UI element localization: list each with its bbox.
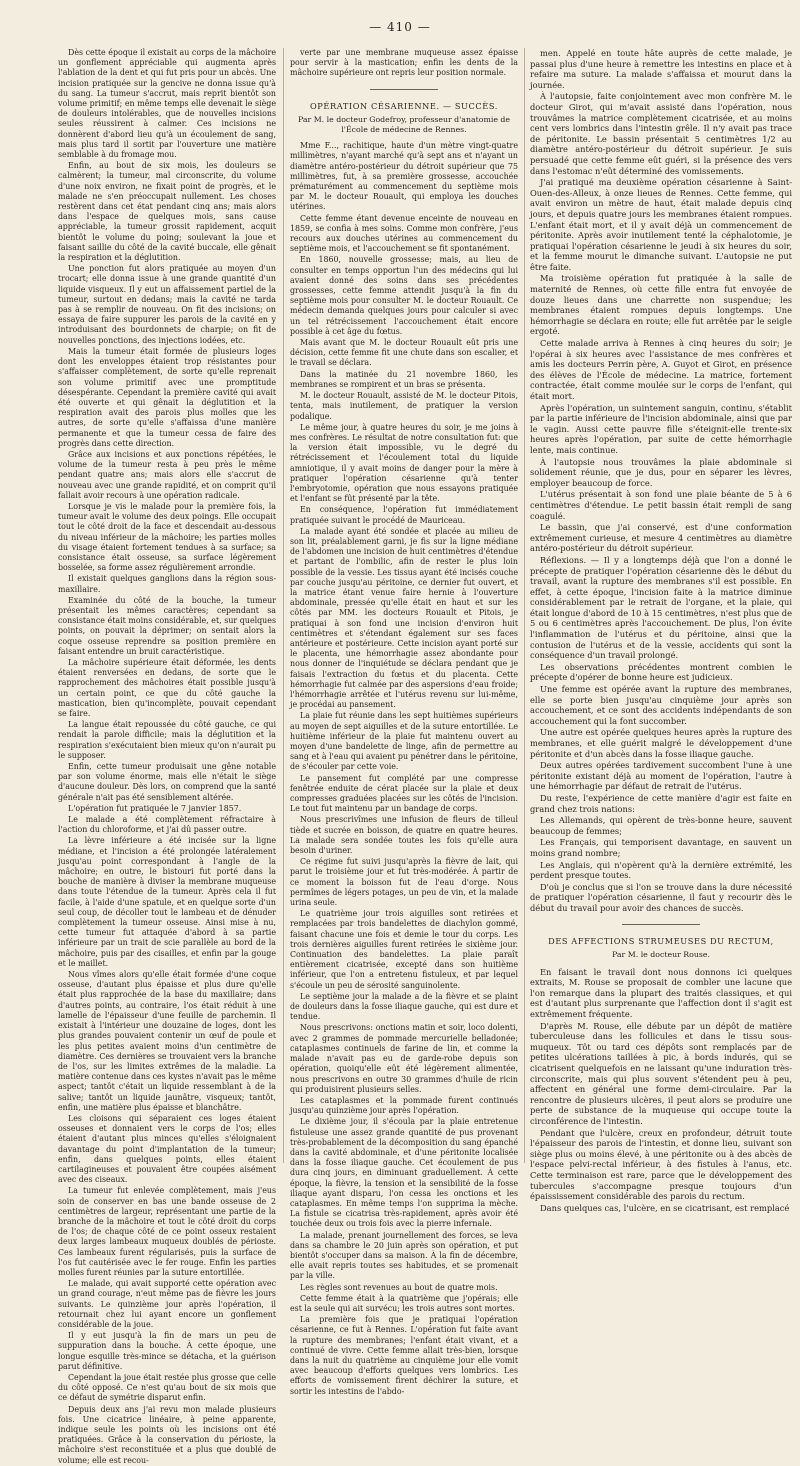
paragraph: Le même jour, à quatre heures du soir, je me joins à mes confrères. Le résultat de notre consultation fut: que la version était impossible, vu le degré du rétrécissement et l'écoulement total du liquide amniotique, il y avait moins de danger pour la mère à pratiquer l'opération césarienne qu'à tenter l'embryotomie, opération que nous essayons pratiquée et l'enfant se fût présenté par la tête.: [290, 422, 518, 504]
page-number: — 410 —: [369, 20, 431, 34]
paragraph: Lorsque je vis le malade pour la première fois, la tumeur avait le volume des deux poings. Elle occupait tout le côté droit de la face et descendait au-dessous du niveau inférieur de la mâchoire; les parties molles du visage étaient fortement tendues à sa surface; sa consistance était osseuse, sa surface légèrement bosselée, sa forme assez régulièrement arrondie.: [58, 501, 276, 573]
section-byline-rouse: Par M. le docteur Rouse.: [612, 950, 710, 960]
paragraph: Nous vîmes alors qu'elle était formée d'une coque osseuse, d'autant plus épaisse et plus dure qu'elle était plus rapprochée de la base du maxillaire; dans d'autres points, au contraire, l'os était réduit à une lamelle de l'épaisseur d'une feuille de parchemin. Il existait à l'intérieur une douzaine de loges, dont les plus grandes pouvaient contenir un œuf de poule et les plus petites avaient moins d'un centimètre de diamètre. Ces dernières se trouvaient vers la branche de l'os, sur les limites extrêmes de la maladie. La matière contenue dans ces kystes n'avait pas le même aspect; tantôt c'était un liquide ressemblant à de la salive; tantôt un liquide jaunâtre, visqueux; tantôt, enfin, une matière plus épaisse et blanchâtre.: [58, 970, 276, 1112]
paragraph: Cependant la joue était restée plus grosse que celle du côté opposé. Ce n'est qu'au bout de six mois que ce défaut de symétrie disparut enfin.: [58, 1373, 276, 1403]
paragraph: Le bassin, que j'ai conservé, est d'une conformation extrêmement curieuse, et mesure 4 centimètres au diamètre antéro-postérieur du détroit supérieur.: [530, 522, 792, 554]
paragraph: Le malade, qui avait supporté cette opération avec un grand courage, n'eut même pas de fièvre les jours suivants. Le quinzième jour après l'opération, il retournait chez lui ayant encore un gonflement considérable de la joue.: [58, 1279, 276, 1329]
paragraph: Cette femme étant devenue enceinte de nouveau en 1859, se confia à mes soins. Comme mon confrère, j'eus recours aux douches utérines au commencement du septième mois, et l'accouchement se fit spontanément.: [290, 213, 518, 254]
column-right-body: [530, 48, 792, 914]
paragraph: Il existait quelques ganglions dans la région sous-maxillaire.: [58, 574, 276, 594]
section-title-cesarean: OPÉRATION CÉSARIENNE. — SUCCÈS.: [310, 100, 498, 111]
section-title-rectum: DES AFFECTIONS STRUMEUSES DU RECTUM,: [548, 935, 774, 946]
ornament-divider: [530, 920, 792, 928]
paragraph: Grâce aux incisions et aux ponctions répétées, le volume de la tumeur resta à peu près le même pendant quatre ans; mais alors elle s'accrut de nouveau avec une grande rapidité, et on comprit qu'il fallait avoir recours à une opération radicale.: [58, 449, 276, 500]
paragraph: J'ai pratiqué ma deuxième opération césarienne à Saint-Ouen-des-Alleux, à onze lieues de Rennes. Cette femme, qui avait environ un mètre de haut, était malade depuis cinq jours, et depuis quatre jours les membranes étaient rompues. L'enfant était mort, et il y avait déjà un commencement de péritonite. Après avoir inutilement tenté la céphalotomie, je pratiquai l'opération césarienne le jeudi à six heures du soir, et la femme mourut le dimanche suivant. L'autopsie ne put être faite.: [530, 177, 792, 272]
paragraph: La langue était repoussée du côté gauche, ce qui rendait la parole difficile; mais la déglutition et la respiration s'exécutaient bien mieux qu'on n'aurait pu le supposer.: [58, 720, 276, 760]
paragraph: La malade ayant été sondée et placée au milieu de son lit, préalablement garni, je fis sur la ligne médiane de l'abdomen une incision de huit centimètres d'étendue et partant de l'ombilic, afin de rester le plus loin possible de la vessie. Les tissus ayant été incisés couche par couche jusqu'au péritoine, ce dernier fut ouvert, et la matrice étant venue faire hernie à l'ouverture abdominale, pressée qu'elle était en haut et sur les côtés par MM. les docteurs Rouault et Pitois, je pratiquai à son fond une incision d'environ huit centimètres et s'étendant également sur ses faces antérieure et postérieure. Cette incision ayant porté sur le placenta, une hémorrhagie assez abondante pour nous donner de l'inquiétude se déclara pendant que je faisais l'extraction du fœtus et du placenta. Cette hémorrhagie fut calmée par des aspersions d'eau froide; l'hémorrhagie arrêtée et l'utérus revenu sur lui-même, je procédai au pansement.: [290, 526, 518, 710]
paragraph: M. le docteur Rouault, assisté de M. le docteur Pitois, tenta, mais inutilement, de pratiquer la version podalique.: [290, 391, 518, 421]
paragraph: Nous prescrivons: onctions matin et soir, loco dolenti, avec 2 grammes de pommade mercurielle belladonée; cataplasmes continuels de farine de lin, et comme la malade n'avait pas eu de garde-robe depuis son opération, quoiqu'elle eût été légèrement alimentée, nous prescrivons en outre 30 grammes d'huile de ricin qui produisirent plusieurs selles.: [290, 1023, 518, 1094]
paragraph: Les Allemands, qui opèrent de très-bonne heure, sauvent beaucoup de femmes;: [530, 815, 792, 836]
paragraph: Mme F..., rachitique, haute d'un mètre vingt-quatre millimètres, n'ayant marché qu'à sept ans et n'ayant un diamètre antéro-postérieur du détroit supérieur que 75 millimètres, fut, à sa première grossesse, accouchée prématurément au commencement du septième mois par M. le docteur Rouault, qui employa les douches utérines.: [290, 141, 518, 212]
paragraph: Une femme est opérée avant la rupture des membranes, elle se porte bien jusqu'au cinquième jour après son accouchement, et ce sont des accidents indépendants de son accouchement qui la font succomber.: [530, 684, 792, 726]
paragraph: Pendant que l'ulcère, creux en profondeur, détruit toute l'épaisseur des parois de l'intestin, et donne lieu, suivant son siège plus ou moins élevé, à une péritonite ou à des abcès de l'espace pelvi-rectal inférieur, à des fistules à l'anus, etc. Cette terminaison est rare, parce que le développement des tubercules s'accompagne presque toujours d'un épaississement considérable des parois du rectum.: [530, 1127, 792, 1202]
paragraph: Les Français, qui temporisent davantage, en sauvent un moins grand nombre;: [530, 837, 792, 858]
column-divider: [524, 48, 525, 1163]
paragraph: Le malade a été complètement réfractaire à l'action du chloroforme, et j'ai dû passer outre.: [58, 815, 276, 835]
paragraph: La première fois que je pratiquai l'opération césarienne, ce fut à Rennes. L'opération fut faite avant la rupture des membranes; l'enfant était vivant, et a continué de vivre. Cette femme allait très-bien, lorsque dans la nuit du quatrième au cinquième jour elle vomit avec beaucoup d'efforts quelques vers lombrics. Les efforts de vomissement firent déchirer la suture, et sortir les intestins de l'abdo-: [290, 1315, 518, 1396]
section-byline-godefroy: Par M. le docteur Godefroy, professeur d'anatomie de l'École de médecine de Rennes.: [297, 114, 511, 135]
paragraph: Ce régime fut suivi jusqu'après la fièvre de lait, qui parut le troisième jour et fut très-modérée. À partir de ce moment la boisson fut de l'eau d'orge. Nous permîmes de légers potages, un peu de vin, et la malade urina seule.: [290, 857, 518, 908]
paragraph: À l'autopsie, faite conjointement avec mon confrère M. le docteur Girot, qui m'avait assisté dans l'opération, nous trouvâmes la matrice complètement cicatrisée, et au moins cent vers lombrics dans l'intestin grêle. Il n'y avait pas trace de péritonite. Le bassin présentait 5 centimètres 1/2 au diamètre antéro-postérieur du détroit supérieur. Je suis persuadé que cette femme eût guéri, si la présence des vers dans l'estomac n'eût déterminé des vomissements.: [530, 91, 792, 176]
paragraph: La mâchoire supérieure était déformée, les dents étaient renversées en dedans, de sorte que le rapprochement des mâchoires était possible jusqu'à un certain point, ce que du côté gauche la mastication, bien qu'incomplète, pouvait cependant se faire.: [58, 657, 276, 718]
paragraph: Les Anglais, qui n'opèrent qu'à la dernière extrémité, les perdent presque toutes.: [530, 859, 792, 881]
paragraph: Mais avant que M. le docteur Rouault eût pris une décision, cette femme fit une chute dans son escalier, et le travail se déclara.: [290, 338, 518, 368]
paragraph: Cette femme était à la quatrième que j'opérais; elle est la seule qui ait survécu; les trois autres sont mortes.: [290, 1293, 518, 1313]
paragraph: La plaie fut réunie dans les sept huitièmes supérieurs au moyen de sept aiguilles et de la suture entortillée. Le huitième inférieur de la plaie fut maintenu ouvert au moyen d'une bandelette de linge, afin de permettre au sang et à l'eau qui avaient pu pénétrer dans le péritoine, de s'écouler par cette voie.: [290, 711, 518, 772]
column-middle-intro: [290, 48, 518, 79]
paragraph: Il y eut jusqu'à la fin de mars un peu de suppuration dans la bouche. À cette époque, une longue esquille très-mince se détacha, et la guérison parut définitive.: [58, 1331, 276, 1371]
paragraph: Après l'opération, un suintement sanguin, continu, s'établit par la partie inférieure de l'incision abdominale, ainsi que par le vagin. Aussi cette pauvre fille s'éteignit-elle trente-six heures après l'opération, par suite de cette hémorrhagie lente, mais continue.: [530, 402, 792, 455]
paragraph: Cette malade arriva à Rennes à cinq heures du soir; je l'opérai à six heures avec l'assistance de mes confrères et amis les docteurs Perrin père, A. Guyot et Girot, en présence des élèves de l'École de médecine. La matrice, fortement contractée, était comme moulée sur le corps de l'enfant, qui était mort.: [530, 338, 792, 401]
column-middle: [290, 48, 518, 1396]
paragraph: D'après M. Rouse, elle débute par un dépôt de matière tuberculeuse dans les follicules et dans le tissu sous-muqueux. Tôt ou tard ces dépôts sont remplacés par de petites ulcérations taillées à pic, à bords indurés, qui se cicatrisent quelquefois en ne laissant qu'une induration très-circonscrite, mais qui plus souvent s'étendent peu à peu, affectent en général une forme demi-circulaire. Par la rencontre de plusieurs ulcères, il peut alors se produire une perte de substance de la muqueuse qui occupe toute la circonférence de l'intestin.: [530, 1020, 792, 1126]
paragraph: Enfin, cette tumeur produisait une gêne notable par son volume énorme, mais elle n'était le siège d'aucune douleur. Dès lors, on comprend que la santé générale n'ait pas été sensiblement altérée.: [58, 762, 276, 802]
paragraph: Le dixième jour, il s'écoula par la plaie entretenue fistuleuse une assez grande quantité de pus provenant très-probablement de la décomposition du sang épanché dans la cavité abdominale, et d'une péritonite localisée dans la fosse iliaque gauche. Cet écoulement de pus dura cinq jours, en diminuant graduellement. À cette époque, la fièvre, la tension et la sensibilité de la fosse iliaque ayant disparu, l'on cessa les onctions et les cataplasmes. En même temps l'on supprima la mèche. La fistule se cicatrisa très-rapidement, après avoir été touchée deux ou trois fois avec la pierre infernale.: [290, 1117, 518, 1229]
paragraph: Nous prescrivîmes une infusion de fleurs de tilleul tiède et sucrée en boisson, de quatre en quatre heures. La malade sera sondée toutes les fois qu'elle aura besoin d'uriner.: [290, 815, 518, 856]
paragraph: Une autre est opérée quelques heures après la rupture des membranes, et elle guérit malgré le développement d'une péritonite et d'un abcès dans la fosse iliaque gauche.: [530, 727, 792, 759]
paragraph: L'utérus présentait à son fond une plaie béante de 5 à 6 centimètres d'étendue. Le petit bassin était rempli de sang coagulé.: [530, 489, 792, 521]
paragraph: Le quatrième jour trois aiguilles sont retirées et remplacées par trois bandelettes de diachylon gommé, faisant chacune une fois et demie le tour du corps. Les trois dernières aiguilles furent retirées le sixième jour. Continuation des bandelettes. La plaie paraît entièrement cicatrisée, excepté dans son huitième inférieur, que l'on a entretenu fistuleux, et par lequel s'écoule un peu de sérosité sanguinolente.: [290, 909, 518, 990]
column-right-body-2: [530, 967, 792, 1214]
paragraph: verte par une membrane muqueuse assez épaisse pour servir à la mastication; enfin les dents de la mâchoire supérieure ont repris leur position normale.: [290, 48, 518, 78]
column-right: [530, 48, 792, 1213]
ornament-divider: [290, 85, 518, 93]
paragraph: Réflexions. — Il y a longtemps déjà que l'on a donné le précepte de pratiquer l'opération césarienne dès le début du travail, avant la rupture des membranes s'il est possible. En effet, à cette époque, l'incision faite à la matrice diminue considérablement par le retrait de l'organe, et la plaie, qui était longue d'abord de 10 à 15 centimètres, n'est plus que de 5 ou 6 centimètres après l'accouchement. De plus, l'on évite l'inflammation de l'utérus et du péritoine, ainsi que la contusion de l'utérus et de la vessie, accidents qui sont la conséquence d'un travail prolongé.: [530, 554, 792, 661]
paragraph: Une ponction fut alors pratiquée au moyen d'un trocart; elle donna issue à une grande quantité d'un liquide visqueux. Il y eut un affaissement partiel de la tumeur, surtout en dedans; mais la cavité ne tarda pas à se remplir de nouveau. On fit des incisions; on essaya de faire suppurer les parois de la cavité en y introduisant des bourdonnets de charpie; on fit de nouvelles ponctions, des injections iodées, etc.: [58, 264, 276, 345]
paragraph: Mais la tumeur était formée de plusieurs loges dont les enveloppes étaient trop résistantes pour s'affaisser complètement, de sorte qu'elle reprenait son volume primitif avec une promptitude désespérante. Cependant la première cavité qui avait été ouverte et qui gênait la déglutition et la respiration avait des parois plus molles que les autres, de sorte qu'elle s'affaissa d'une manière permanente et que la tumeur cessa de faire des progrès dans cette direction.: [58, 346, 276, 448]
column-divider: [283, 48, 284, 1163]
paragraph: Dès cette époque il existait au corps de la mâchoire un gonflement appréciable qui augmenta après l'ablation de la dent et qui fut pris pour un abcès. Une incision pratiquée sur la gencive ne donna issue qu'à du sang. La tumeur s'accrut, mais reprit bientôt son volume primitif; en même temps elle devenait le siège de douleurs intolérables, que de nouvelles incisions seules réussirent à calmer. Ces incisions ne donnèrent d'abord lieu qu'à un écoulement de sang, mais plus tard il sortit par l'ouverture une matière semblable à du fromage mou.: [58, 48, 276, 160]
paragraph: La malade, prenant journellement des forces, se leva dans sa chambre le 20 juin après son opération, et put bientôt s'occuper dans sa maison. À la fin de décembre, elle avait repris toutes ses habitudes, et se promenait par la ville.: [290, 1230, 518, 1281]
column-left: [58, 48, 276, 1465]
paragraph: Dans quelques cas, l'ulcère, en se cicatrisant, est remplacé: [540, 1202, 790, 1213]
paragraph: Les cloisons qui séparaient ces loges étaient osseuses et donnaient vers le corps de l'os; elles étaient d'autant plus minces qu'elles s'éloignaient davantage du point d'implantation de la tumeur; enfin, dans quelques points, elles étaient cartilagineuses et pouvaient être coupées aisément avec des ciseaux.: [58, 1113, 276, 1185]
paragraph: En faisant le travail dont nous donnons ici quelques extraits, M. Rouse se proposait de combler une lacune que l'on remarque dans la plupart des traités classiques, et qui est d'autant plus surprenante que l'affection dont il s'agit est extrêmement fréquente.: [530, 966, 792, 1020]
paragraph: Dans la matinée du 21 novembre 1860, les membranes se rompirent et un bras se présenta.: [290, 369, 518, 389]
paragraph: Le pansement fut complété par une compresse fenêtrée enduite de cérat placée sur la plaie et deux compresses graduées placées sur les côtés de l'incision. Le tout fut maintenu par un bandage de corps.: [290, 773, 518, 814]
column-middle-body: [290, 141, 518, 1397]
paragraph: Enfin, au bout de six mois, les douleurs se calmèrent; la tumeur, mal circonscrite, du volume d'une noix environ, ne fixait point de progrès, et le malade ne s'en préoccupait nullement. Les choses restèrent dans cet état pendant cinq ans; mais alors dans l'espace de quelques mois, sans cause appréciable, la tumeur grossit rapidement, acquit bientôt le volume du poing; soulevant la joue et faisant saillie du côté de la cavité buccale, elle gênait la respiration et la déglutition.: [58, 161, 276, 263]
paragraph: L'opération fut pratiquée le 7 janvier 1857.: [68, 803, 242, 813]
paragraph: Les cataplasmes et la pommade furent continués jusqu'au quinzième jour après l'opération.: [290, 1095, 518, 1116]
paragraph: Le septième jour la malade a de la fièvre et se plaint de douleurs dans la fosse iliaque gauche, qui est dure et tendue.: [290, 991, 518, 1022]
paragraph: Examinée du côté de la bouche, la tumeur présentait les mêmes caractères; cependant sa consistance était moins considérable, et, sur quelques points, on pouvait la déprimer; on sentait alors la coque osseuse reprendre sa position première en faisant entendre un bruit caractéristique.: [58, 595, 276, 656]
paragraph: La tumeur fut enlevée complètement, mais j'eus soin de conserver en bas une bande osseuse de 2 centimètres de largeur, représentant une partie de la branche de la mâchoire et tout le côté droit du corps de l'os; de chaque côté de ce point osseux restaient deux larges lambeaux muqueux doublés de périoste. Ces lambeaux furent régularisés, puis la surface de l'os fut cautérisée avec le fer rouge. Enfin les parties molles furent réunies par la suture entortillée.: [58, 1186, 276, 1277]
paragraph: Les observations précédentes montrent combien le précepte d'opérer de bonne heure est judicieux.: [530, 661, 792, 683]
paragraph: Les règles sont revenues au bout de quatre mois.: [300, 1282, 498, 1292]
paragraph: Du reste, l'expérience de cette manière d'agir est faite en grand chez trois nations:: [530, 792, 792, 814]
paragraph: Depuis deux ans j'ai revu mon malade plusieurs fois. Une cicatrice linéaire, à peine apparente, indique seule les points où les incisions ont été pratiquées. Grâce à la conservation du périoste, la mâchoire s'est reconstituée et a plus que doublé de volume; elle est recou-: [58, 1404, 276, 1465]
paragraph: En conséquence, l'opération fut immédiatement pratiquée suivant le procédé de Mauriceau.: [290, 505, 518, 525]
paragraph: En 1860, nouvelle grossesse; mais, au lieu de consulter en temps opportun l'un des médecins qui lui avaient donné des soins dans ses précédentes grossesses, cette femme attendit jusqu'à la fin du septième mois pour consulter M. le docteur Rouault. Ce médecin demanda quelques jours pour calculer si avec un tel rétrécissement l'accouchement était encore possible à cet âge du fœtus.: [290, 255, 518, 336]
paragraph: Ma troisième opération fut pratiquée à la salle de maternité de Rennes, où cette fille entra fut envoyée de douze lieues dans une charrette non suspendue; les membranes étaient rompues depuis longtemps. Une hémorrhagie se déclara en route; elle fut arrêtée par le seigle ergoté.: [530, 273, 792, 337]
paragraph: À l'autopsie nous trouvâmes la plaie abdominale si solidement réunie, que je dus, pour en séparer les lèvres, employer beaucoup de force.: [530, 456, 792, 488]
paragraph: La lèvre inférieure a été incisée sur la ligne médiane, et l'incision a été prolongée latéralement jusqu'au point correspondant à l'angle de la mâchoire; en outre, le bistouri fut porté dans la bouche de manière à diviser la membrane muqueuse dans toute l'étendue de la tumeur. Après cela il fut facile, à l'aide d'une spatule, et en quelque sorte d'un seul coup, de décoller tout le lambeau et de dénuder complètement la tumeur osseuse. Ainsi mise à nu, cette tumeur fut attaquée d'abord à sa partie inférieure par un trait de scie parallèle au bord de la mâchoire, puis par des cisailles, et enfin par la gouge et le maillet.: [58, 836, 276, 968]
paragraph: Deux autres opérées tardivement succombent l'une à une péritonite existant déjà au moment de l'opération, l'autre à une hémorrhagie par défaut de retrait de l'utérus.: [530, 760, 792, 792]
paragraph: D'où je conclus que si l'on se trouve dans la dure nécessité de pratiquer l'opération césarienne, il faut y recourir dès le début du travail pour avoir des chances de succès.: [530, 881, 792, 913]
paragraph: men. Appelé en toute hâte auprès de cette malade, je passai plus d'une heure à remettre les intestins en place et à refaire ma suture. La malade s'affaissa et mourut dans la journée.: [530, 48, 792, 90]
